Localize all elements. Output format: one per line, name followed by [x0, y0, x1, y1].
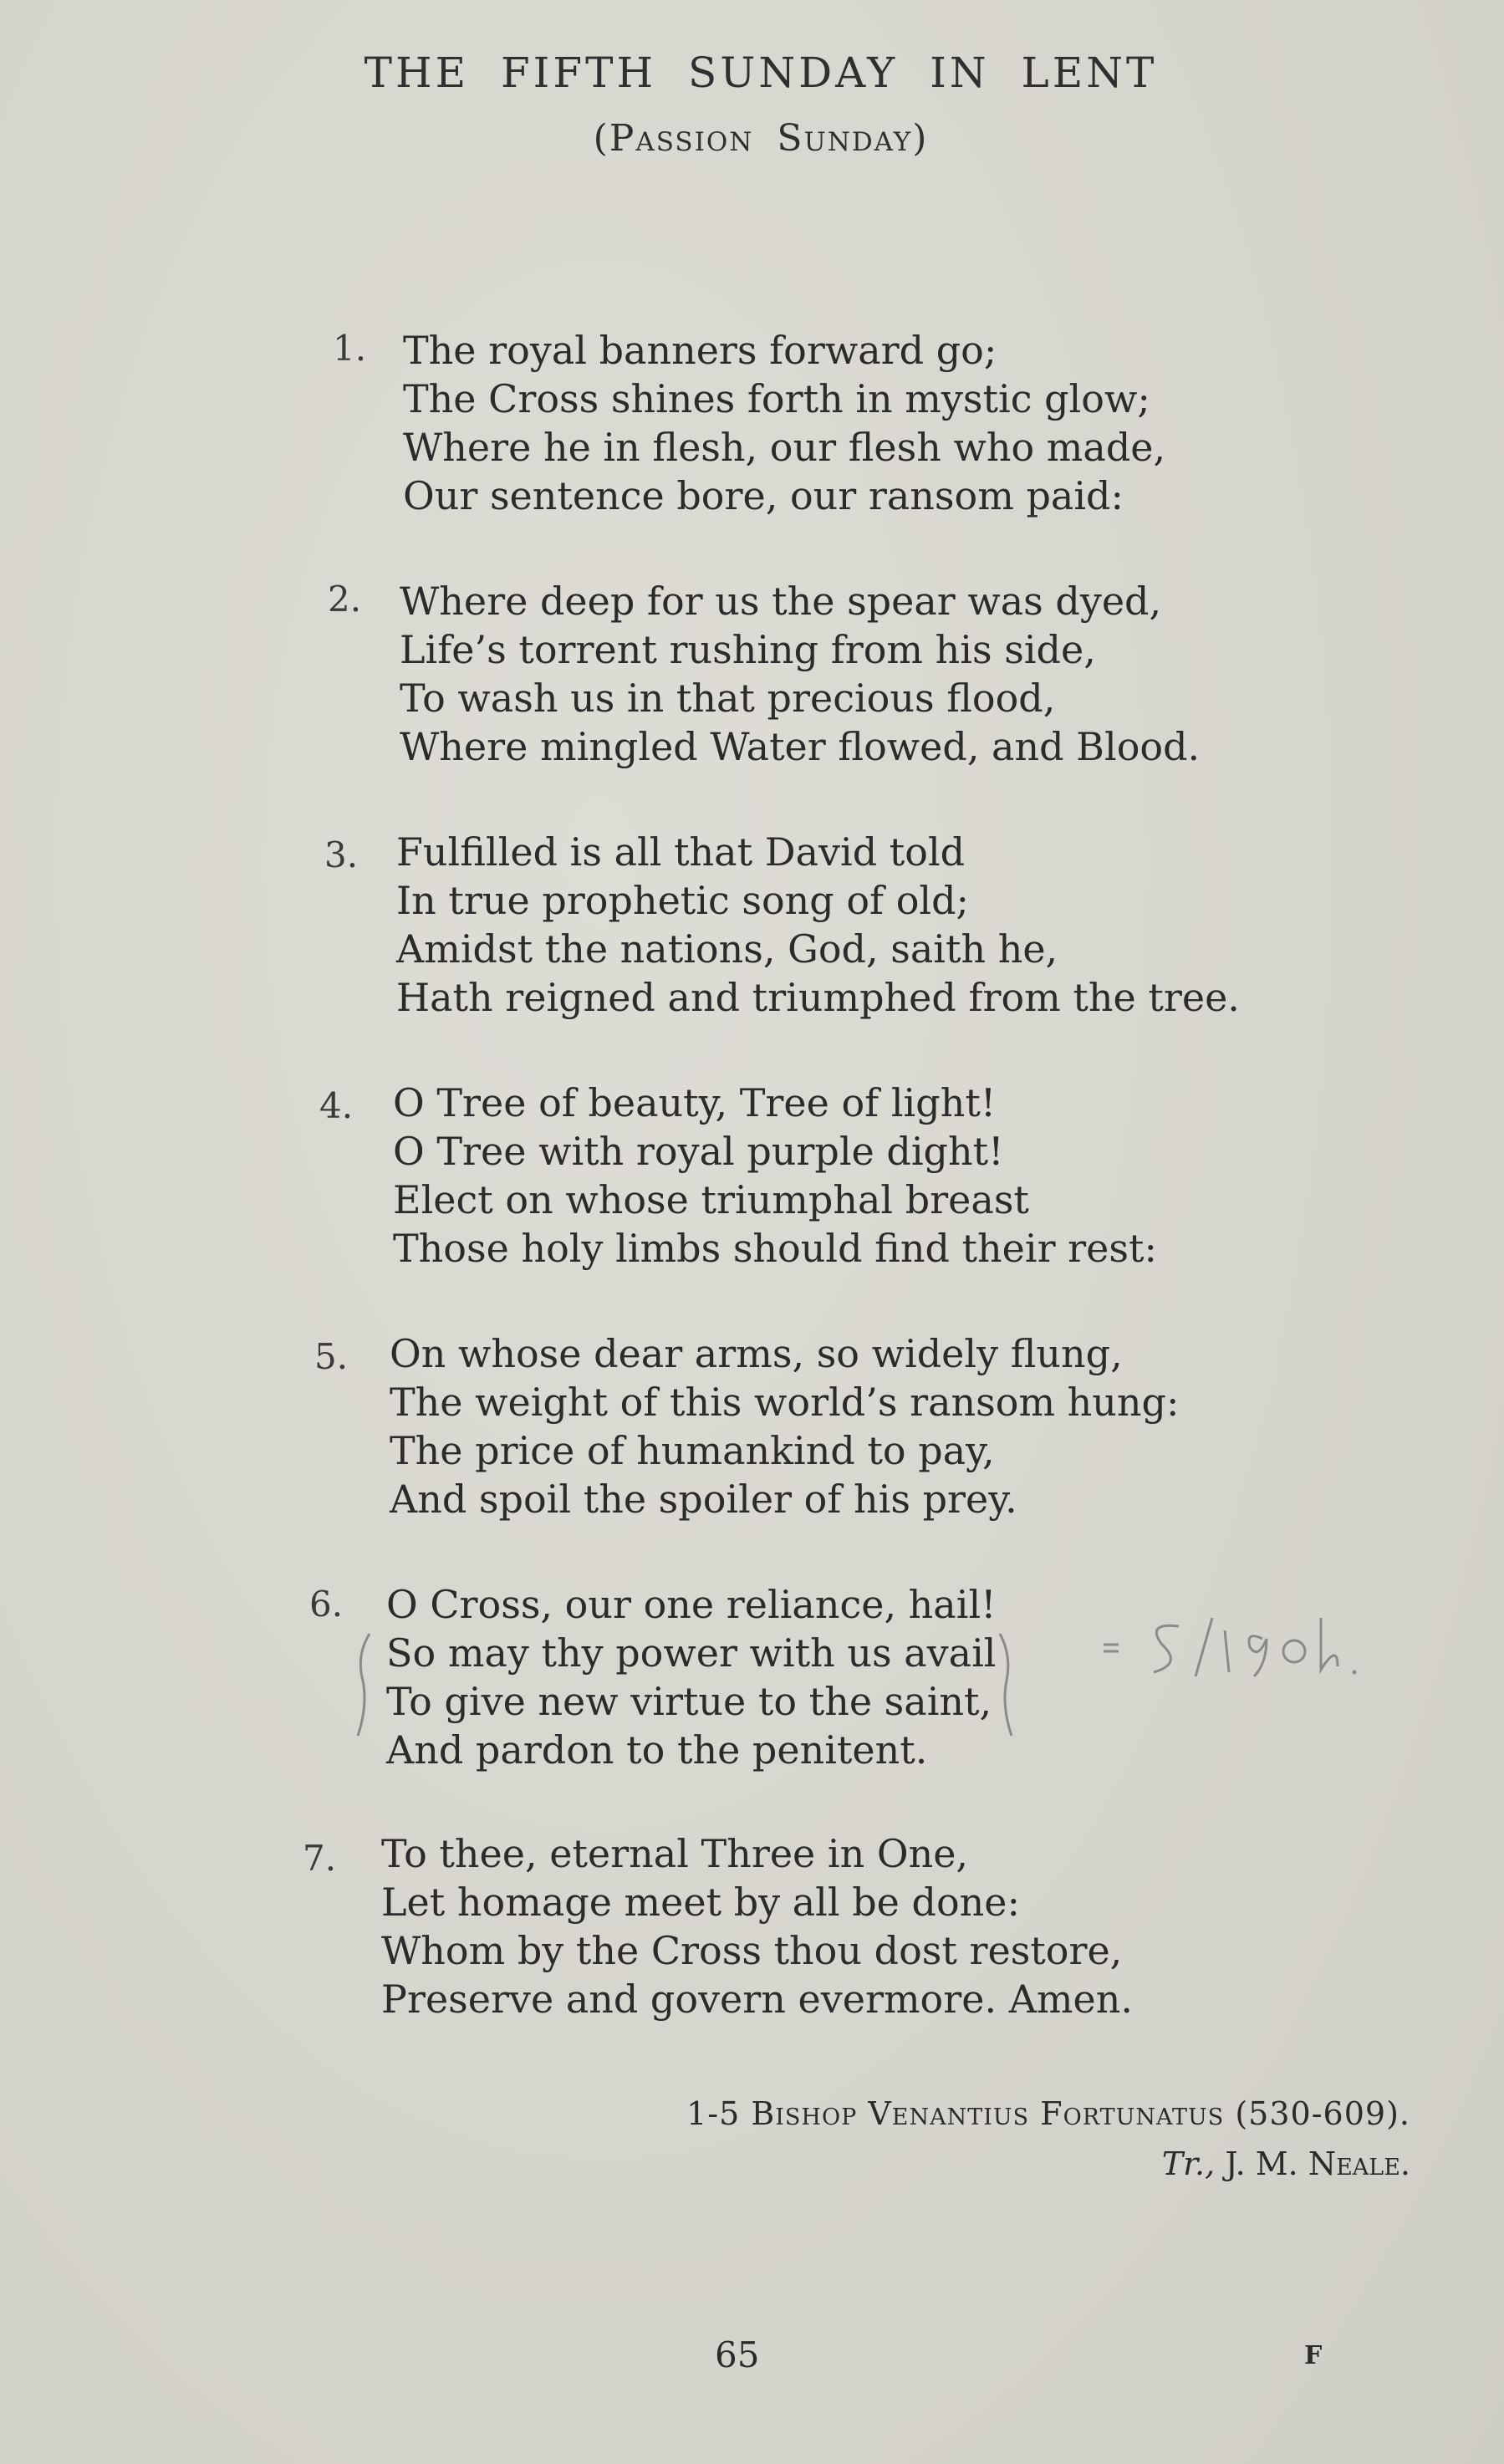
- signature-mark: F: [1304, 2341, 1323, 2370]
- pencil-note-drawing: [1087, 1593, 1388, 1693]
- translator-prefix: Tr.,: [1161, 2145, 1216, 2182]
- page-title: THE FIFTH SUNDAY IN LENT: [364, 48, 1158, 97]
- pencil-bracket-left: [349, 1630, 375, 1739]
- verse-line: Preserve and govern evermore. Amen.: [381, 1977, 1134, 2022]
- translator-credit: [686, 2139, 1410, 2189]
- verse-line: Fulfilled is all that David told: [396, 829, 966, 875]
- verse-line: O Cross, our one reliance, hail!: [386, 1582, 997, 1627]
- stanza-number: 6.: [309, 1584, 344, 1625]
- verse-line: O Tree of beauty, Tree of light!: [393, 1080, 997, 1125]
- verse-line: Where he in flesh, our flesh who made,: [403, 425, 1166, 470]
- verse-line: Where mingled Water flowed, and Blood.: [400, 724, 1201, 769]
- translator-name: J. M. Neale.: [1225, 2145, 1410, 2182]
- verse-line: Life’s torrent rushing from his side,: [400, 627, 1096, 672]
- verse-line: O Tree with royal purple dight!: [393, 1129, 1004, 1174]
- verse-line: The weight of this world’s ransom hung:: [390, 1380, 1180, 1425]
- stanza-number: 4.: [319, 1085, 354, 1126]
- verse-line: Elect on whose triumphal breast: [393, 1177, 1029, 1222]
- verse-line: Where deep for us the spear was dyed,: [400, 579, 1162, 624]
- attribution: [686, 2089, 1410, 2189]
- page-subtitle: (Passion Sunday): [593, 117, 929, 160]
- stanza-number: 3.: [324, 834, 359, 875]
- verse-line: The royal banners forward go;: [403, 328, 997, 373]
- verse-line: Amidst the nations, God, saith he,: [396, 926, 1058, 972]
- stanza-number: 7.: [303, 1838, 337, 1879]
- verse-line: And pardon to the penitent.: [386, 1727, 928, 1773]
- verse-line: Whom by the Cross thou dost restore,: [381, 1928, 1123, 1973]
- verse-line: Let homage meet by all be done:: [381, 1880, 1021, 1925]
- verse-line: On whose dear arms, so widely flung,: [390, 1331, 1123, 1376]
- stanza-number: 2.: [328, 579, 362, 620]
- stanza-number: 5.: [314, 1336, 349, 1377]
- verse-line: Hath reigned and triumphed from the tree.: [396, 975, 1240, 1020]
- verse-line: The Cross shines forth in mystic glow;: [403, 376, 1150, 421]
- stanza-number: 1.: [333, 328, 367, 369]
- author-credit: 1-5 Bishop Venantius Fortunatus (530-609).: [686, 2095, 1410, 2132]
- pencil-bracket-right: [995, 1630, 1020, 1739]
- verse-line: The price of humankind to pay,: [390, 1428, 995, 1473]
- verse-line: To thee, eternal Three in One,: [381, 1831, 969, 1876]
- pencil-annotation: [1087, 1593, 1388, 1693]
- page-number: 65: [715, 2334, 760, 2375]
- verse-line: In true prophetic song of old;: [396, 878, 970, 923]
- verse-line: To wash us in that precious flood,: [400, 676, 1056, 721]
- verse-line: And spoil the spoiler of his prey.: [390, 1477, 1017, 1522]
- verse-line: Those holy limbs should find their rest:: [393, 1226, 1157, 1271]
- verse-line: Our sentence bore, our ransom paid:: [403, 473, 1124, 518]
- verse-line: To give new virtue to the saint,: [386, 1679, 992, 1724]
- verse-line: So may thy power with us avail: [386, 1630, 997, 1676]
